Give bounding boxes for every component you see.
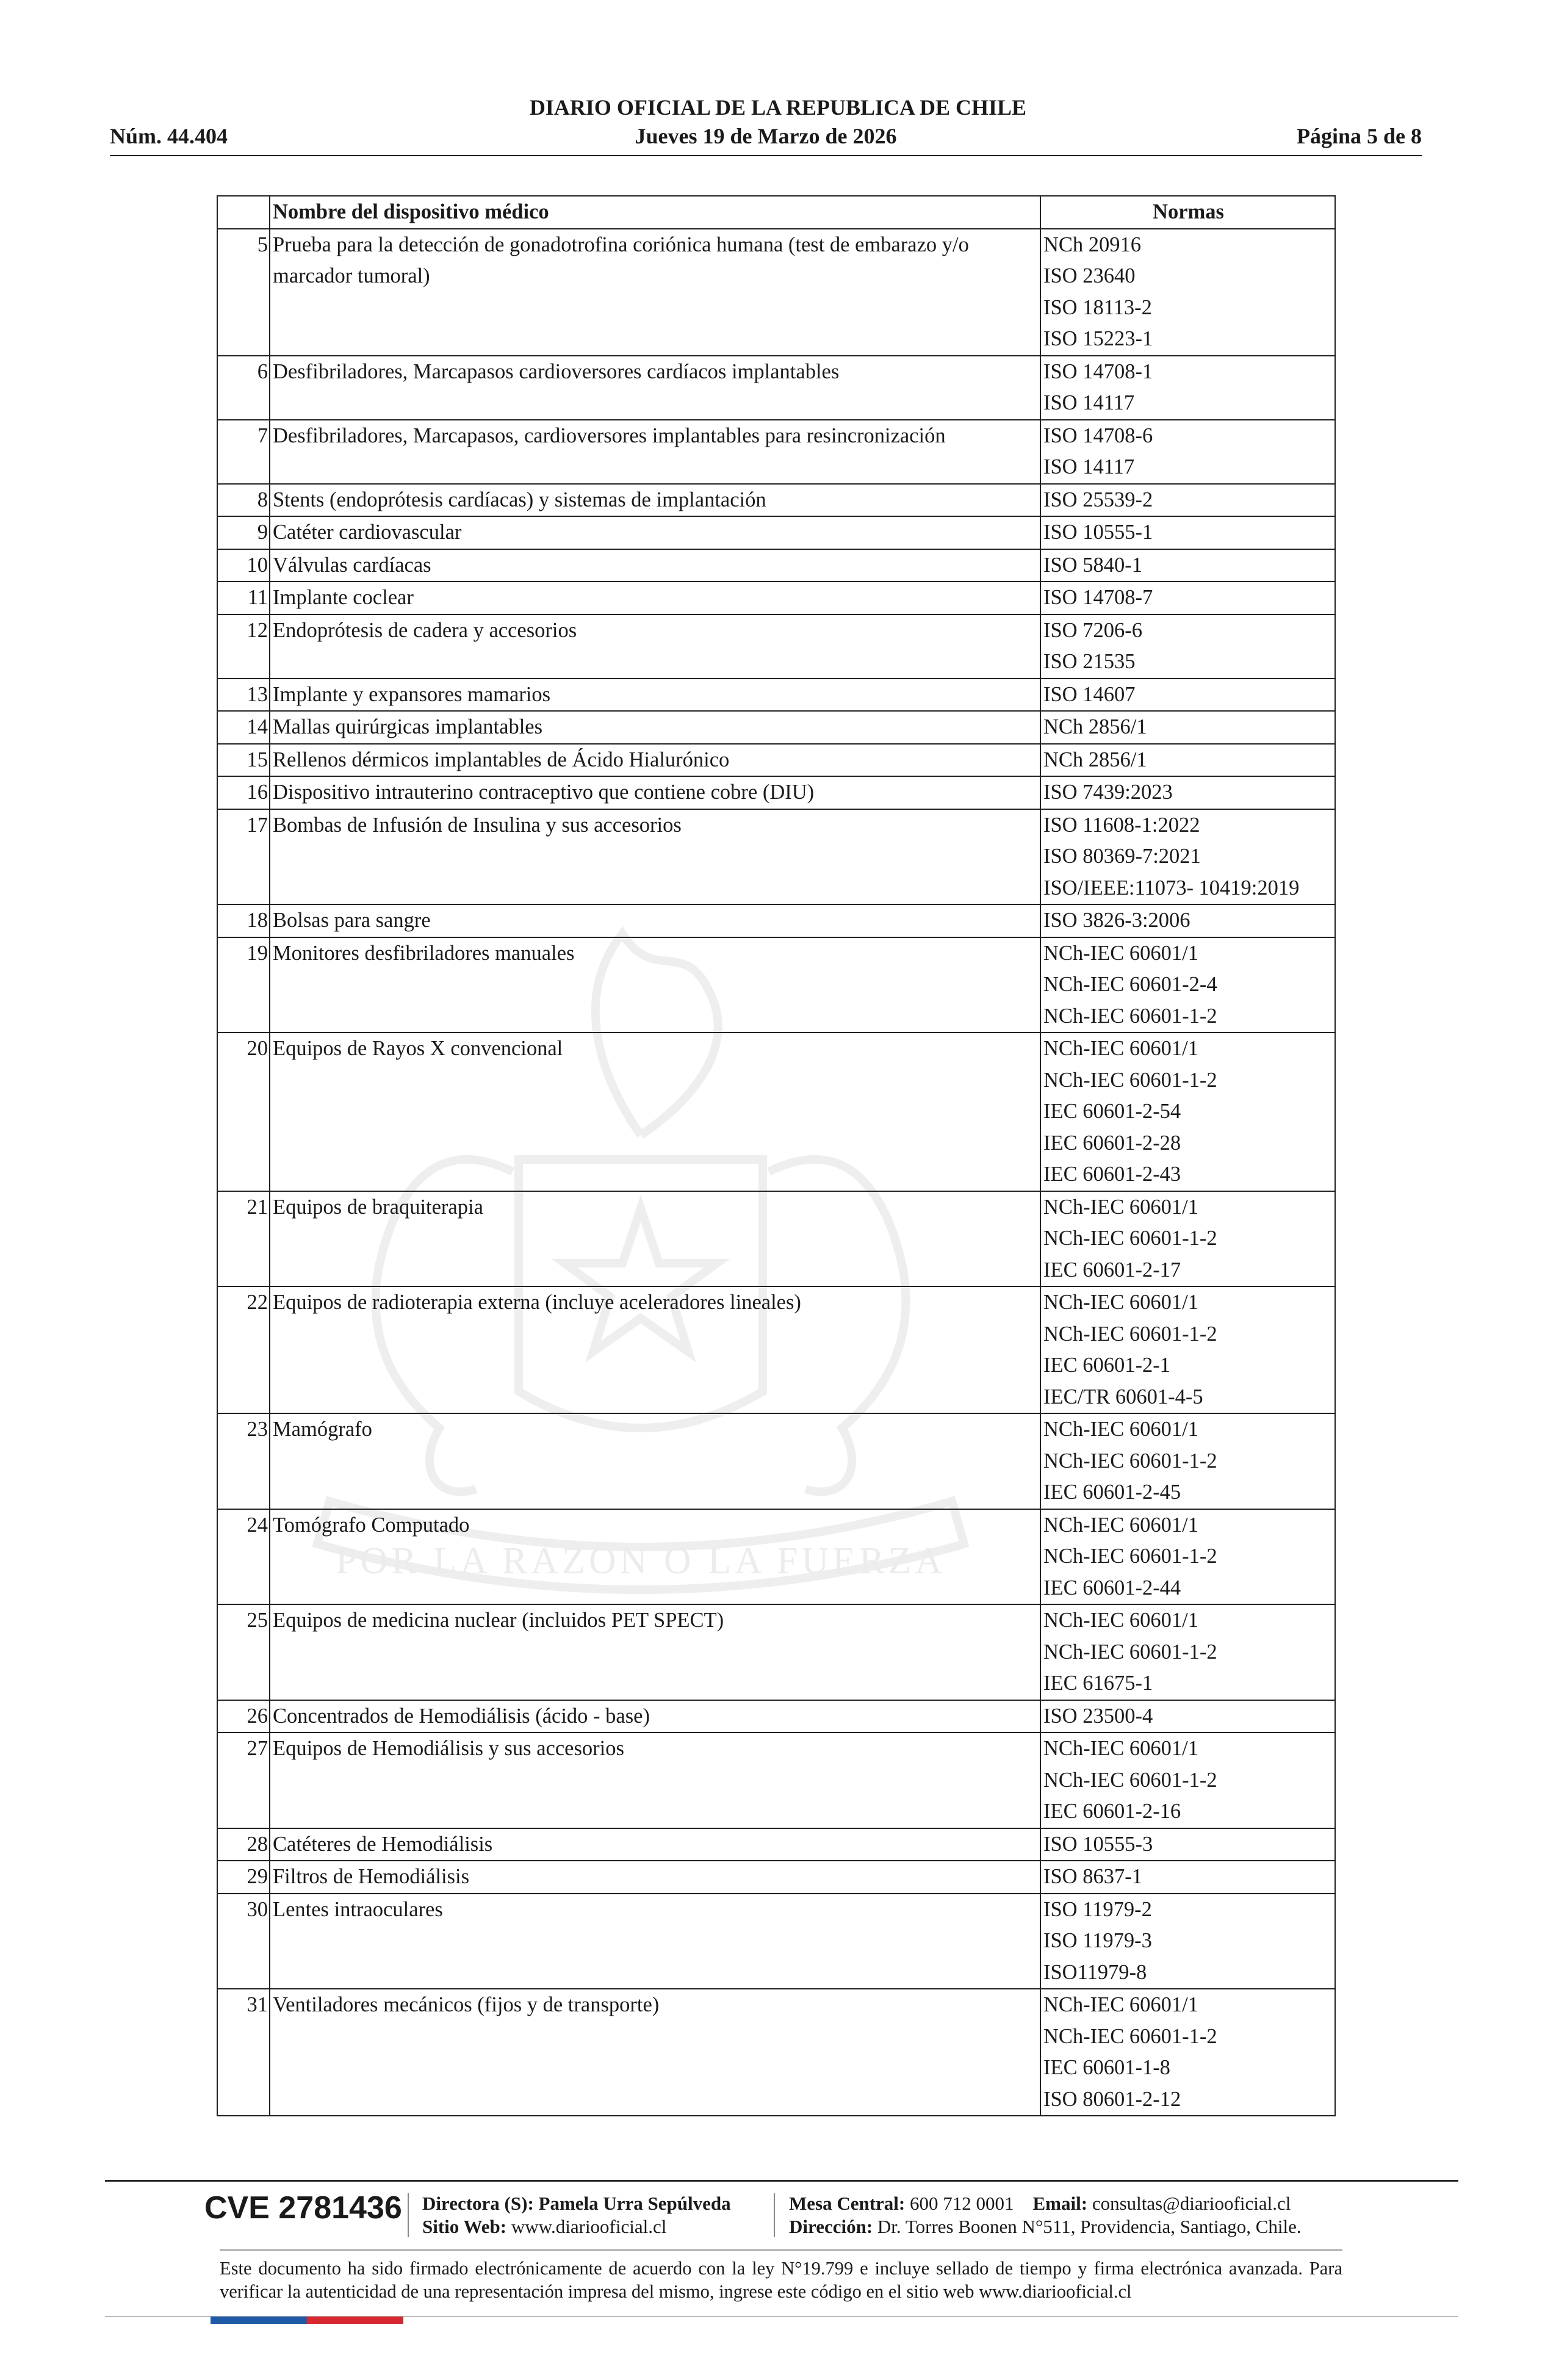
address: Dr. Torres Boonen N°511, Providencia, Santiago, Chile. [877,2216,1302,2237]
standard-item: ISO 10555-3 [1043,1832,1153,1856]
footer-contact-block [789,2192,1302,2238]
standard-item: IEC 60601-2-44 [1043,1576,1181,1599]
row-number: 23 [217,1413,270,1509]
device-name: Catéter cardiovascular [270,516,1040,549]
row-number: 12 [217,615,270,679]
standard-item: ISO 15223-1 [1043,327,1153,350]
standard-item: ISO 25539-2 [1043,488,1153,511]
row-number: 29 [217,1861,270,1894]
standard-item: ISO 3826-3:2006 [1043,909,1190,932]
row-number: 24 [217,1509,270,1605]
standard-item: IEC 60601-2-1 [1043,1354,1170,1377]
device-name: Endoprótesis de cadera y accesorios [270,615,1040,679]
row-number: 10 [217,549,270,582]
header-device-name: Nombre del dispositivo médico [270,196,1040,229]
standard-item: NCh-IEC 60601-1-2 [1043,1227,1217,1250]
table-row [217,711,1335,744]
standard-item: IEC 60601-2-17 [1043,1258,1181,1282]
standard-item: NCh-IEC 60601/1 [1043,1037,1198,1060]
table-body [217,229,1335,2116]
row-number: 8 [217,484,270,517]
standards-cell [1040,420,1335,484]
standard-item: NCh-IEC 60601-1-2 [1043,1449,1217,1473]
standard-item: NCh-IEC 60601/1 [1043,1195,1198,1219]
standards-cell [1040,1286,1335,1413]
standards-cell [1040,484,1335,517]
table-row [217,229,1335,356]
device-name: Stents (endoprótesis cardíacas) y sistemas de implantación [270,484,1040,517]
standard-item: NCh-IEC 60601/1 [1043,1513,1198,1537]
table-row [217,1733,1335,1828]
address-label: Dirección: [789,2216,873,2237]
header-standards: Normas [1040,196,1335,229]
table-row [217,356,1335,420]
table-row [217,549,1335,582]
table-row [217,484,1335,517]
standards-cell [1040,1828,1335,1861]
table-header-row [217,196,1335,229]
row-number: 31 [217,1989,270,2116]
standard-item: NCh-IEC 60601/1 [1043,1993,1198,2016]
table-row [217,1989,1335,2116]
footer-separator [774,2193,775,2237]
standard-item: ISO 11979-2 [1043,1897,1152,1921]
standard-item: ISO 80369-7:2021 [1043,845,1201,868]
device-name: Prueba para la detección de gonadotrofina coriónica humana (test de embarazo y/o marcador tumoral) [270,229,1040,356]
table-row [217,582,1335,615]
row-number: 22 [217,1286,270,1413]
standards-cell [1040,744,1335,777]
standards-cell [1040,1033,1335,1191]
standards-cell [1040,1861,1335,1894]
medical-devices-table [217,195,1336,2116]
website-label: Sitio Web: [422,2216,507,2237]
standards-cell [1040,582,1335,615]
phone-label: Mesa Central: [789,2193,906,2214]
standard-item: ISO 7206-6 [1043,618,1142,642]
device-name: Válvulas cardíacas [270,549,1040,582]
standard-item: ISO11979-8 [1043,1960,1147,1984]
standard-item: ISO 21535 [1043,650,1136,673]
device-name: Equipos de braquiterapia [270,1191,1040,1287]
standard-item: IEC 60601-2-16 [1043,1800,1181,1823]
device-name: Filtros de Hemodiálisis [270,1861,1040,1894]
standards-cell [1040,1191,1335,1287]
table-row [217,615,1335,679]
standard-item: NCh-IEC 60601/1 [1043,1737,1198,1760]
table-row [217,744,1335,777]
standard-item: ISO 80601-2-12 [1043,2087,1181,2111]
standards-cell [1040,679,1335,712]
standards-cell [1040,904,1335,937]
device-name: Mallas quirúrgicas implantables [270,711,1040,744]
device-name: Ventiladores mecánicos (fijos y de transporte) [270,1989,1040,2116]
standard-item: NCh-IEC 60601/1 [1043,1291,1198,1314]
standard-item: IEC 60601-2-28 [1043,1131,1181,1155]
table-row [217,679,1335,712]
standard-item: ISO/IEEE:11073- 10419:2019 [1043,876,1300,900]
flag-stripe-red [307,2317,403,2324]
issue-number: Núm. 44.404 [110,124,228,148]
standard-item: ISO 11608-1:2022 [1043,813,1200,837]
device-name: Equipos de radioterapia externa (incluye aceleradores lineales) [270,1286,1040,1413]
row-number: 14 [217,711,270,744]
standards-cell [1040,711,1335,744]
standard-item: ISO 7439:2023 [1043,781,1173,804]
table-row [217,1191,1335,1287]
email-label: Email: [1032,2193,1088,2214]
standard-item: NCh-IEC 60601-1-2 [1043,1545,1217,1568]
standard-item: IEC 60601-1-8 [1043,2056,1170,2079]
row-number: 17 [217,809,270,905]
standards-cell [1040,1604,1335,1700]
standard-item: NCh-IEC 60601-1-2 [1043,2024,1217,2048]
standards-cell [1040,809,1335,905]
signature-note: Este documento ha sido firmado electrónicamente de acuerdo con la ley N°19.799 e incluye sellado de tiempo y firma electrónica avanzada. Para verificar la autenticidad de una representación impresa del mismo, ingrese este código en el sitio web www.diariooficial.cl [220,2258,1342,2302]
standard-item: ISO 14607 [1043,682,1136,706]
table-row [217,1894,1335,1989]
standards-cell [1040,229,1335,356]
table-row [217,1828,1335,1861]
standard-item: IEC 60601-2-54 [1043,1100,1181,1123]
director-label: Directora (S): [422,2193,534,2214]
standard-item: NCh 2856/1 [1043,715,1147,738]
row-number: 16 [217,776,270,809]
table-row [217,1861,1335,1894]
header-number [217,196,270,229]
standards-cell [1040,1733,1335,1828]
table-row [217,516,1335,549]
table-row [217,1700,1335,1733]
standard-item: NCh-IEC 60601-1-2 [1043,1068,1217,1092]
standard-item: NCh 20916 [1043,233,1142,256]
device-name: Implante coclear [270,582,1040,615]
standard-item: ISO 14708-6 [1043,424,1153,447]
standard-item: NCh-IEC 60601-1-2 [1043,1322,1217,1346]
device-name: Monitores desfibriladores manuales [270,937,1040,1033]
website-link[interactable]: www.diariooficial.cl [511,2216,667,2237]
flag-stripe-blue [211,2317,307,2324]
device-name: Equipos de medicina nuclear (incluidos PET SPECT) [270,1604,1040,1700]
standards-cell [1040,1989,1335,2116]
standards-cell [1040,516,1335,549]
table-row [217,776,1335,809]
standard-item: NCh-IEC 60601-1-2 [1043,1640,1217,1664]
device-name: Dispositivo intrauterino contraceptivo que contiene cobre (DIU) [270,776,1040,809]
standard-item: ISO 10555-1 [1043,521,1153,544]
standard-item: NCh 2856/1 [1043,748,1147,771]
table-row [217,809,1335,905]
table-row [217,1509,1335,1605]
footer-divider-top [105,2180,1458,2182]
standard-item: ISO 23640 [1043,264,1136,287]
standard-item: ISO 8637-1 [1043,1865,1142,1888]
standard-item: ISO 14708-1 [1043,359,1153,383]
device-name: Tomógrafo Computado [270,1509,1040,1605]
row-number: 5 [217,229,270,356]
standards-cell [1040,1413,1335,1509]
row-number: 20 [217,1033,270,1191]
row-number: 25 [217,1604,270,1700]
standard-item: ISO 5840-1 [1043,553,1142,577]
standards-cell [1040,937,1335,1033]
row-number: 7 [217,420,270,484]
standard-item: ISO 14708-7 [1043,586,1153,609]
watermark-motto: POR LA RAZON O LA FUERZA [335,1540,946,1582]
standards-cell [1040,549,1335,582]
row-number: 18 [217,904,270,937]
header-divider [110,155,1422,156]
footer-director-block [422,2192,731,2238]
device-name: Rellenos dérmicos implantables de Ácido Hialurónico [270,744,1040,777]
standard-item: NCh-IEC 60601/1 [1043,941,1198,965]
standard-item: NCh-IEC 60601-2-4 [1043,973,1217,996]
table-row [217,1033,1335,1191]
standards-cell [1040,1700,1335,1733]
device-name: Bolsas para sangre [270,904,1040,937]
standard-item: IEC 60601-2-43 [1043,1163,1181,1186]
email-link[interactable]: consultas@diariooficial.cl [1092,2193,1291,2214]
device-name: Mamógrafo [270,1413,1040,1509]
standard-item: IEC 61675-1 [1043,1671,1153,1695]
newspaper-title: DIARIO OFICIAL DE LA REPUBLICA DE CHILE [529,95,1027,120]
standard-item: ISO 14117 [1043,391,1135,414]
device-name: Desfibriladores, Marcapasos, cardioversores implantables para resincronización [270,420,1040,484]
row-number: 6 [217,356,270,420]
table-row [217,1286,1335,1413]
cve-code: CVE 2781436 [204,2190,402,2226]
row-number: 9 [217,516,270,549]
standard-item: ISO 11979-3 [1043,1929,1152,1952]
standards-cell [1040,615,1335,679]
device-name: Implante y expansores mamarios [270,679,1040,712]
director-name: Pamela Urra Sepúlveda [538,2193,731,2214]
row-number: 21 [217,1191,270,1287]
standard-item: ISO 18113-2 [1043,295,1152,319]
phone-number: 600 712 0001 [910,2193,1014,2214]
row-number: 28 [217,1828,270,1861]
row-number: 13 [217,679,270,712]
table-row [217,420,1335,484]
row-number: 27 [217,1733,270,1828]
footer-divider-mid [220,2249,1342,2251]
device-name: Concentrados de Hemodiálisis (ácido - base) [270,1700,1040,1733]
table-row [217,1413,1335,1509]
standard-item: ISO 23500-4 [1043,1704,1153,1728]
table-row [217,904,1335,937]
table-row [217,1604,1335,1700]
standards-cell [1040,356,1335,420]
row-number: 30 [217,1894,270,1989]
row-number: 26 [217,1700,270,1733]
standard-item: ISO 14117 [1043,455,1135,478]
standard-item: NCh-IEC 60601/1 [1043,1609,1198,1632]
table-row [217,937,1335,1033]
device-name: Desfibriladores, Marcapasos cardioversores cardíacos implantables [270,356,1040,420]
device-name: Equipos de Rayos X convencional [270,1033,1040,1191]
device-name: Lentes intraoculares [270,1894,1040,1989]
page-indicator: Página 5 de 8 [1296,124,1422,148]
standard-item: NCh-IEC 60601/1 [1043,1418,1198,1441]
device-name: Equipos de Hemodiálisis y sus accesorios [270,1733,1040,1828]
row-number: 19 [217,937,270,1033]
device-name: Catéteres de Hemodiálisis [270,1828,1040,1861]
footer-separator [408,2193,409,2237]
standard-item: IEC/TR 60601-4-5 [1043,1385,1203,1408]
device-name: Bombas de Infusión de Insulina y sus accesorios [270,809,1040,905]
standards-cell [1040,776,1335,809]
standard-item: IEC 60601-2-45 [1043,1480,1181,1504]
row-number: 15 [217,744,270,777]
standard-item: NCh-IEC 60601-1-2 [1043,1004,1217,1028]
standards-cell [1040,1509,1335,1605]
header-row [110,123,1422,150]
standards-cell [1040,1894,1335,1989]
row-number: 11 [217,582,270,615]
issue-date: Jueves 19 de Marzo de 2026 [635,124,897,148]
standard-item: NCh-IEC 60601-1-2 [1043,1768,1217,1792]
